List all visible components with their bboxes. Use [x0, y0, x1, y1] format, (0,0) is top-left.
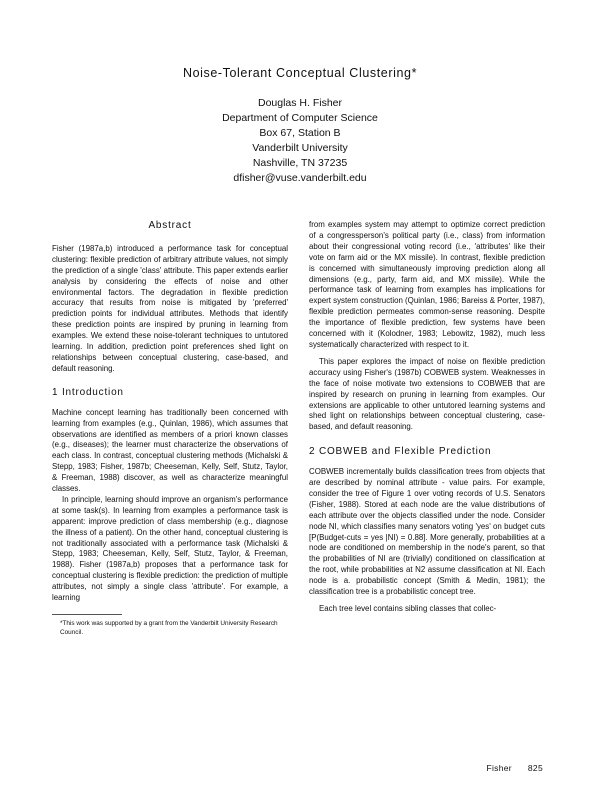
section-2-paragraph-2: Each tree level contains sibling classes that collec- [319, 604, 497, 613]
right-paragraph-1: from examples system may attempt to optimize correct prediction of a congressperson's political party (i.e., class) from information about their congressional voting record (i.e., 'attributes' like their vote on farm aid or the MX missile). In contrast, flexible prediction is concerned with simultaneously improving prediction along all dimensions (e.g., party, farm aid, and MX missile). While the performance task of learning from examples has implications for expert system construction (Quinlan, 1986; Bareiss & Porter, 1987), flexible prediction permeates common-sense reasoning. Despite the importance of flexible prediction, few systems have been concerned with it (Kolodner, 1983; Lebowitz, 1982), much less systematically characterized with respect to it. [309, 220, 545, 349]
section-2-paragraph-1: COBWEB incrementally builds classification trees from objects that are described by nominal attribute - value pairs. For example, consider the tree of Figure 1 over voting records of U.S. Senators (Fisher, 1988). Stored at each node are the value distributions of each attribute over the objects classified under the node. Consider node NI, which classifies many senators voting 'yes' on budget cuts [P(Budget-cuts = yes |NI) = 0.88]. More generally, probabilities at a node are conditioned on membership in the node's parent, so that the probabilities of NI are (trivially) conditioned on classification at the root, while probabilities at N2 assume classification at NI. Each node is a. probabilistic concept (Smith & Medin, 1981); the classification tree is a probabilistic concept tree. [309, 467, 545, 597]
section-1-heading: 1 Introduction [52, 386, 124, 398]
running-head: Fisher [486, 763, 512, 773]
author-university: Vanderbilt University [252, 142, 348, 154]
abstract-text: Fisher (1987a,b) introduced a performance task for conceptual clustering: flexible prediction of arbitrary attribute values, not simply the prediction of a single 'class' attribute. This paper extends earlier analysis by considering the effects of noise and other environmental factors. The degradation in flexible prediction accuracy that results from noise is mitigated by 'preferred' prediction points for individual attributes. Methods that identify these prediction points are inspired by pruning in learning from examples. We extend these noise-tolerant techniques to untutored learning. In addition, prediction point preferences shed light on relationships between conceptual clustering, case-based, and default reasoning. [52, 243, 288, 373]
right-column [309, 220, 545, 615]
author-department: Department of Computer Science [222, 112, 378, 124]
abstract-heading: Abstract [148, 220, 192, 231]
author-name: Douglas H. Fisher [257, 97, 343, 109]
author-email[interactable]: dfisher@vuse.vanderbilt.edu [233, 172, 367, 184]
footnote: *This work was supported by a grant from the Vanderbilt University Research Council. [60, 620, 278, 636]
author-block [0, 96, 600, 186]
section-2-heading: 2 COBWEB and Flexible Prediction [309, 446, 492, 458]
intro-paragraph-1: Machine concept learning has traditionally been concerned with learning from examples (e.g., Quinlan, 1986), which assumes that observations are identified as members of a priori known classes (e.g., diseases); the learner must characterize the observations of each class. In contrast, conceptual clustering methods (Michalski & Stepp, 1983; Fisher, 1987b; Cheeseman, Kelly, Self, Stutz, Taylor, & Freeman, 1988) discover, as well as characterize meaningful classes. [52, 407, 288, 494]
right-paragraph-2: This paper explores the impact of noise on flexible prediction accuracy using Fisher's (1987b) COBWEB system. Weaknesses in the face of noise motivate two extensions to COBWEB that are inspired by research on pruning in learning from examples. Our extensions are applicable to other untutored learning systems and shed light on relationships between conceptual clustering, case-based, and default reasoning. [309, 356, 545, 432]
intro-paragraph-2: In principle, learning should improve an organism's performance at some task(s). In learning from examples a performance task is apparent: improve prediction of class membership (e.g., diagnose the illness of a patient). On the other hand, conceptual clustering is not traditionally associated with a performance task (Michalski & Stepp, 1983; Cheeseman, Kelly, Self, Stutz, Taylor, & Freeman, 1988). Fisher (1987a,b) proposes that a performance task for conceptual clustering is flexible prediction: the prediction of multiple attributes, not simply a single class 'attribute'. For example, a learning [52, 494, 288, 603]
author-address: Box 67, Station B [259, 127, 341, 139]
left-column [52, 221, 288, 637]
page-number: 825 [527, 763, 543, 773]
author-city: Nashville, TN 37235 [252, 157, 348, 169]
paper-title: Noise-Tolerant Conceptual Clustering* [182, 66, 418, 80]
page-footer [470, 763, 543, 773]
footnote-rule [52, 614, 122, 615]
